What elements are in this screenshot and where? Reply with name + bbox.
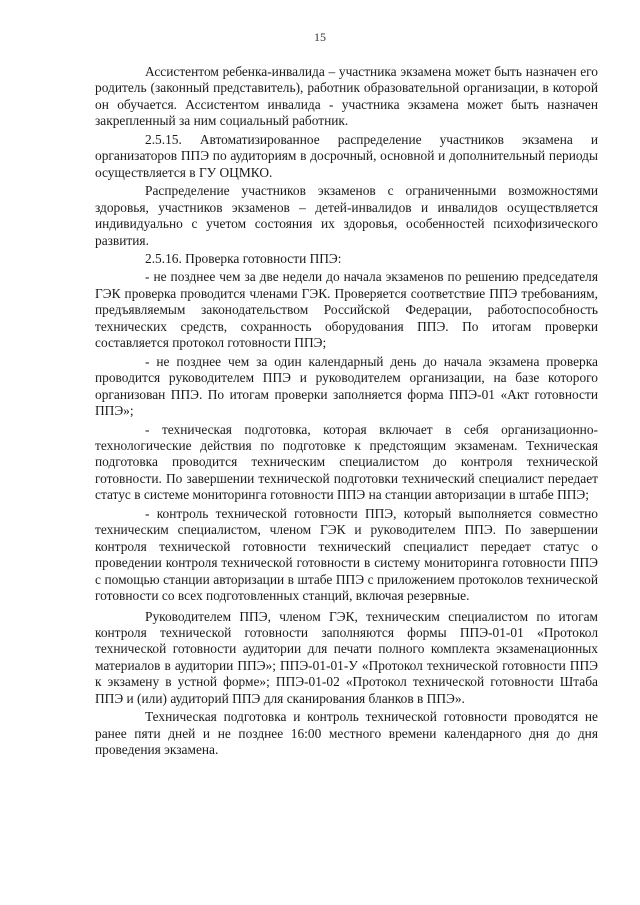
page-number: 15 [314, 30, 326, 44]
document-body [95, 64, 598, 759]
paragraph-2-5-16: 2.5.16. Проверка готовности ППЭ: [145, 250, 342, 266]
list-item-readiness-control: - контроль технической готовности ППЭ, который выполняется совместно техническим специалистом, членом ГЭК и руководителем ППЭ. По завершении контроля технической готовности технический специалист передает статус о проведении контроля технической готовности в систему мониторинга готовности ППЭ с помощью станции авторизации в штабе ППЭ с приложением протоколов технической готовности со всех подготовленных станций, включая резервные. [95, 505, 598, 604]
paragraph-2-5-15: 2.5.15. Автоматизированное распределение участников экзамена и организаторов ППЭ по аудиториям в досрочный, основной и дополнительный периоды осуществляется в ГУ ОЦМКО. [95, 131, 598, 180]
list-item-one-day: - не позднее чем за один календарный день до начала экзамена проверка проводится руководителем ППЭ и руководителем организации, на базе которого организован ППЭ. По итогам проверки заполняется форма ППЭ-01 «Акт готовности ППЭ»; [95, 353, 598, 419]
list-item-two-weeks: - не позднее чем за две недели до начала экзаменов по решению председателя ГЭК проверка проводится членами ГЭК. Проверяется соответствие ППЭ требованиям, предъявляемым законодательством Российской Федерации, работоспособность технических средств, сохранность оборудования ППЭ. По итогам проверки составляется протокол готовности ППЭ; [95, 269, 598, 351]
paragraph-assistant: Ассистентом ребенка-инвалида – участника экзамена может быть назначен его родитель (законный представитель), работник образовательной организации, в которой он обучается. Ассистентом инвалида - участника экзамена может быть назначен закрепленный за ним социальный работник. [95, 64, 598, 129]
paragraph-distribution: Распределение участников экзаменов с ограниченными возможностями здоровья, участников экзаменов – детей-инвалидов и инвалидов осуществляется индивидуально с учетом состояния их здоровья, особенностей психофизического развития. [95, 183, 598, 248]
paragraph-forms: Руководителем ППЭ, членом ГЭК, техническим специалистом по итогам контроля технической готовности заполняются формы ППЭ-01-01 «Протокол технической готовности аудитории для печати полного комплекта экзаменационных материалов в аудитории ППЭ»; ППЭ-01-01-У «Протокол технической готовности ППЭ к экзамену в устной форме»; ППЭ-01-02 «Протокол технической готовности Штаба ППЭ и (или) аудиторий ППЭ для сканирования бланков в ППЭ». [95, 608, 598, 706]
paragraph-timing: Техническая подготовка и контроль технической готовности проводятся не ранее пяти дней и не позднее 16:00 местного времени календарного дня до дня проведения экзамена. [95, 709, 598, 758]
list-item-technical-preparation: - техническая подготовка, которая включает в себя организационно-технологические действия по подготовке к предстоящим экзаменам. Техническая подготовка проводится техническим специалистом до контроля технической готовности. По завершении технической подготовки технический специалист передает статус в системе мониторинга готовности ППЭ на станции авторизации в штабе ППЭ; [95, 421, 598, 503]
